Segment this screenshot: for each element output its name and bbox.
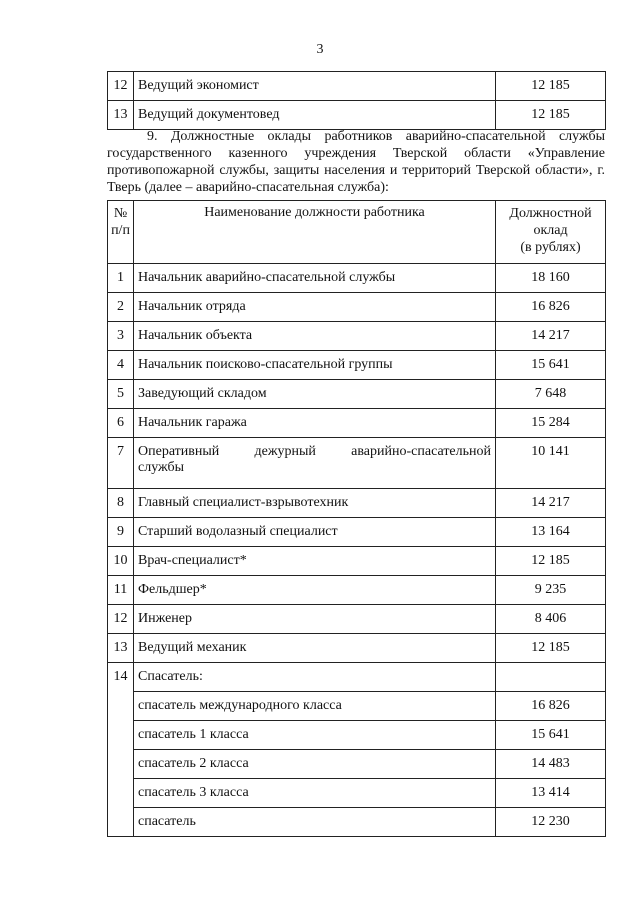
row-number-empty <box>108 692 134 721</box>
salary-value: 13 414 <box>496 779 606 808</box>
position-name: Старший водолазный специалист <box>134 518 496 547</box>
row-number: 8 <box>108 489 134 518</box>
salary-value: 12 185 <box>496 72 606 101</box>
table-row <box>108 576 606 605</box>
salary-value: 15 641 <box>496 721 606 750</box>
header-salary-line: Должностной <box>509 206 592 221</box>
row-number: 13 <box>108 634 134 663</box>
salary-value: 14 217 <box>496 489 606 518</box>
row-number: 11 <box>108 576 134 605</box>
position-name: спасатель международного класса <box>134 692 496 721</box>
position-name: Начальник отряда <box>134 293 496 322</box>
position-name: Инженер <box>134 605 496 634</box>
position-name: спасатель 1 класса <box>134 721 496 750</box>
row-number: 9 <box>108 518 134 547</box>
table-row <box>108 380 606 409</box>
table-row <box>108 409 606 438</box>
table-row <box>108 518 606 547</box>
position-name-line: службы <box>138 460 185 475</box>
salary-value <box>496 663 606 692</box>
row-number: 10 <box>108 547 134 576</box>
position-name: спасатель <box>134 808 496 837</box>
row-number: 5 <box>108 380 134 409</box>
salary-value: 13 164 <box>496 518 606 547</box>
salary-value: 14 483 <box>496 750 606 779</box>
row-number: 2 <box>108 293 134 322</box>
header-salary-line: (в рублях) <box>520 240 581 255</box>
salary-value: 18 160 <box>496 264 606 293</box>
row-number: 1 <box>108 264 134 293</box>
table-header-row <box>108 201 606 264</box>
position-name: Врач-специалист* <box>134 547 496 576</box>
salary-value: 14 217 <box>496 322 606 351</box>
row-number: 12 <box>108 72 134 101</box>
table-row <box>108 101 606 130</box>
salary-value: 7 648 <box>496 380 606 409</box>
header-salary-line: оклад <box>533 223 568 238</box>
table-row <box>108 293 606 322</box>
position-name: Начальник гаража <box>134 409 496 438</box>
row-number-empty <box>108 750 134 779</box>
table-row <box>108 351 606 380</box>
position-name: Начальник аварийно-спасательной службы <box>134 264 496 293</box>
row-number: 14 <box>108 663 134 692</box>
salary-value: 10 141 <box>496 438 606 489</box>
continued-table <box>107 71 606 130</box>
salary-value: 16 826 <box>496 293 606 322</box>
section-paragraph: 9. Должностные оклады работников аварийно-спасательной службы государственного казенного учреждения Тверской области «Управление противопожарной службы, защиты населения и территорий Тверской области», г. Тверь (далее – аварийно-спасательная служба): <box>107 129 605 195</box>
row-number: 3 <box>108 322 134 351</box>
row-number: 4 <box>108 351 134 380</box>
header-salary <box>496 201 606 264</box>
salary-value: 12 185 <box>496 101 606 130</box>
salary-value: 16 826 <box>496 692 606 721</box>
row-number-empty <box>108 721 134 750</box>
position-name: Ведущий механик <box>134 634 496 663</box>
position-name: Ведущий документовед <box>134 101 496 130</box>
position-name: Спасатель: <box>134 663 496 692</box>
table-row <box>108 322 606 351</box>
table-subrow <box>108 721 606 750</box>
salary-value: 12 185 <box>496 634 606 663</box>
header-number: № п/п <box>108 201 134 264</box>
salary-value: 12 230 <box>496 808 606 837</box>
position-name-line: Оперативный дежурный аварийно-спасательной <box>138 444 491 459</box>
salary-value: 8 406 <box>496 605 606 634</box>
table-row <box>108 634 606 663</box>
row-number: 7 <box>108 438 134 489</box>
salary-value: 15 641 <box>496 351 606 380</box>
position-name: Начальник объекта <box>134 322 496 351</box>
table-subrow <box>108 750 606 779</box>
position-name: спасатель 2 класса <box>134 750 496 779</box>
salary-value: 9 235 <box>496 576 606 605</box>
header-position: Наименование должности работника <box>134 201 496 264</box>
table-subrow <box>108 779 606 808</box>
table-row <box>108 264 606 293</box>
row-number-empty <box>108 808 134 837</box>
table-row <box>108 605 606 634</box>
table-row <box>108 438 606 489</box>
position-name <box>134 438 496 489</box>
position-name: Заведующий складом <box>134 380 496 409</box>
salary-value: 12 185 <box>496 547 606 576</box>
row-number: 12 <box>108 605 134 634</box>
page-number: 3 <box>316 42 324 57</box>
table-subrow <box>108 692 606 721</box>
table-row <box>108 663 606 692</box>
position-name: Главный специалист-взрывотехник <box>134 489 496 518</box>
position-name: Начальник поисково-спасательной группы <box>134 351 496 380</box>
table-row <box>108 547 606 576</box>
row-number: 13 <box>108 101 134 130</box>
table-row <box>108 72 606 101</box>
position-name: Ведущий экономист <box>134 72 496 101</box>
position-name: спасатель 3 класса <box>134 779 496 808</box>
position-name: Фельдшер* <box>134 576 496 605</box>
table-subrow <box>108 808 606 837</box>
salary-table <box>107 200 606 837</box>
row-number: 6 <box>108 409 134 438</box>
row-number-empty <box>108 779 134 808</box>
table-row <box>108 489 606 518</box>
salary-value: 15 284 <box>496 409 606 438</box>
